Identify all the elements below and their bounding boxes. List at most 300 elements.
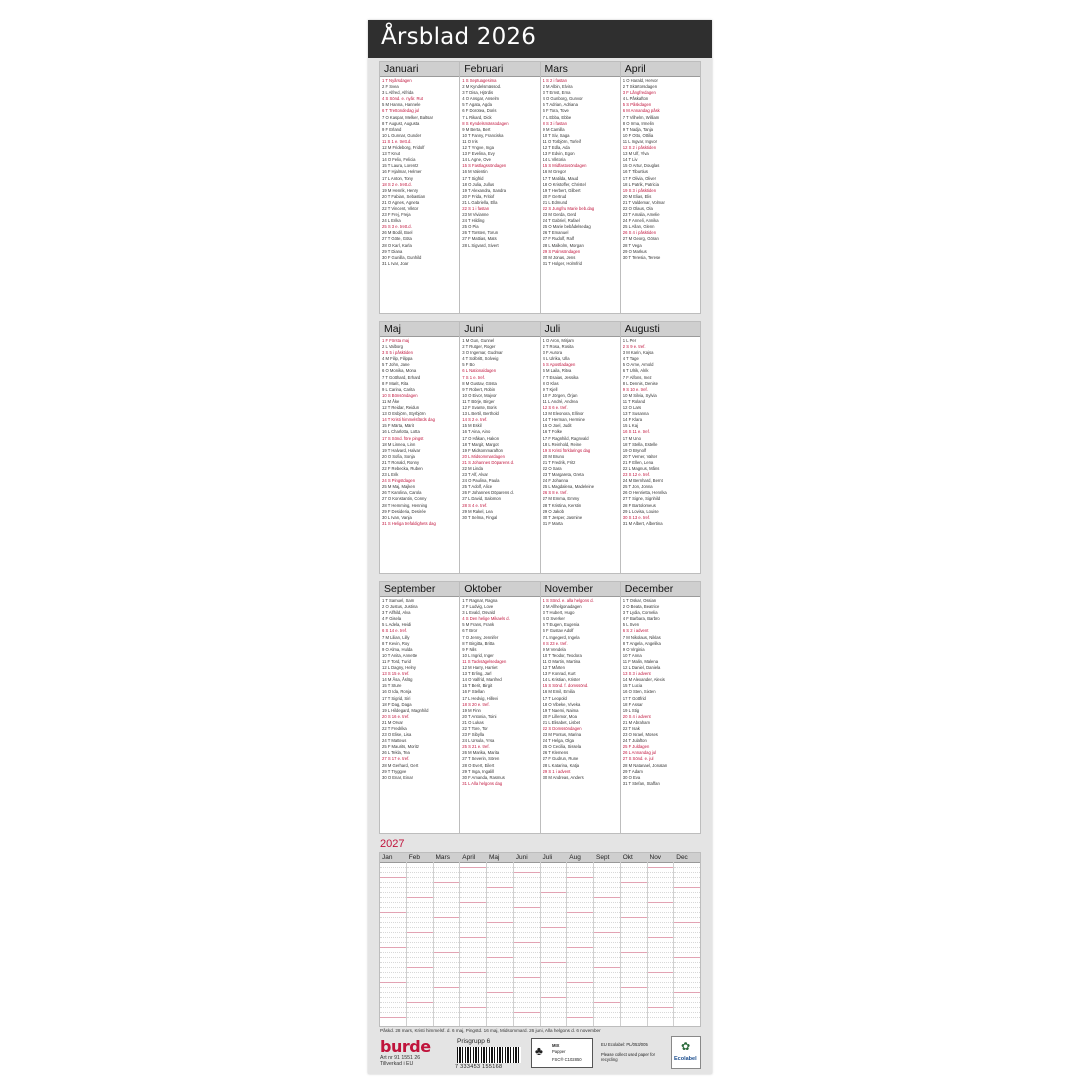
day-row: 29 T Diana [382,248,403,254]
day-row: 30 T Jesper, Jasmine [542,514,583,520]
day-row: 9 M Berta, Bert [462,126,491,132]
day-row: 21 M Abraham [622,719,650,725]
day-row: 15 T Sture [382,683,402,689]
day-row: 10 O Eivor, Majvor [462,392,497,398]
day-row: 6 F Dorotea, Doris [462,108,497,114]
day-row: 14 L Viktoria [542,157,566,163]
day-row: 18 O Julia, Jullus [462,181,495,187]
day-row: 28 T Vega [622,242,642,248]
day-row: 10 F Otto, Ottilia [622,132,654,138]
month-column [380,582,460,833]
day-row: 18 T Margit, Margot [462,441,499,447]
day-row: 11 F Tord, Turid [382,658,411,664]
day-row: 13 F Edvin, Egon [542,151,575,157]
day-row: 19 F Midsommarafton [462,447,503,453]
day-row: 9 M Camilla [542,126,565,132]
day-row: 13 S 15 e. tref. [382,671,410,677]
day-row: 16 S 11 e. tref. [622,429,650,435]
day-row: 14 O Valfrid, Manfred [462,677,502,683]
day-row: 7 T Esaias, Jessika [542,374,579,380]
day-row: 17 T Gottfrid [622,695,646,701]
day-row: 26 T Klemens [542,750,569,756]
mini-month-column [380,853,407,1026]
tree-icon: ♣ [535,1044,543,1058]
day-row: 15 T Berit, Birgit [462,683,493,689]
fsc-badge [531,1038,593,1068]
holidays-note: Påskd. 28 mars, Kristi himmelsf. d. 6 maj, Pingstd. 16 maj, Midsommard. 26 juni, Alla helgons d. 6 november [380,1028,601,1033]
day-row: 22 O Sara [542,465,562,471]
mini-month-column [434,853,461,1026]
day-row: 4 O Gunborg, Gunvor [542,96,583,102]
day-row: 23 L Erik [382,472,399,478]
day-row: 20 M Elias, Elis [622,193,652,199]
mini-day-line [567,1013,593,1018]
day-row: 12 S 2 i påsktiden [622,145,657,151]
month-column [621,62,700,313]
mini-month-name: Nov [648,853,674,863]
mini-day-line [541,1013,567,1018]
day-row: 15 O Joel, Judit [542,423,572,429]
day-row: 26 O Henrietta, Henrika [622,490,667,496]
month-column [380,322,460,573]
day-row: 8 T Kevin, Roy [382,640,410,646]
mini-day-line [514,1013,540,1018]
day-row: 3 L Alfred, Alfrida [382,90,414,96]
day-row: 17 T Sigrid, Siri [382,695,411,701]
day-row: 30 M Jonas, Jens [542,254,576,260]
day-row: 18 M Linnea, Linn [382,441,416,447]
day-row: 11 L Ingvar, Ingvor [622,138,657,144]
day-row: 27 T Signe, Signhild [622,496,661,502]
day-row: 3 O Ingemar, Gudmar [462,350,503,356]
day-row: 6 S 14 e. tref. [382,628,408,634]
day-row: 6 S 2 i advent [622,628,649,634]
day-row: 5 M Frans, Frank [462,622,495,628]
day-row: 2 O Justus, Justina [382,604,418,610]
month-name: Augusti [621,322,700,337]
day-row: 15 T Laura, Lorentz [382,163,419,169]
day-row: 5 O Arne, Arnold [622,362,654,368]
day-row: 21 S Johannes Döparens d. [462,459,515,465]
day-row: 11 O Torbjörn, Torleif [542,138,581,144]
day-row: 3 T Disa, Hjördis [462,90,494,96]
day-row: 3 T Lydia, Cornelia [622,610,658,616]
day-row: 11 T Roland [622,398,646,404]
day-row: 4 T Tage [622,356,639,362]
day-row: 11 O Martin, Martina [542,658,581,664]
day-row: 30 O Eva [622,774,641,780]
day-row: 16 M Valentin [462,169,488,175]
day-row: 22 M Linda [462,465,483,471]
day-row: 9 F Erland [382,126,402,132]
day-row: 12 T Mårten [542,665,565,671]
day-row: 8 T Angela, Angelika [622,640,661,646]
day-list [380,77,459,267]
day-row: 10 F Jörgen, Örjan [542,392,578,398]
day-row: 10 L Gunnar, Gunder [382,132,422,138]
day-row: 18 L Patrik, Patricia [622,181,659,187]
day-row: 5 S Påskdagen [622,102,652,108]
day-row: 6 L Nationaldagen [462,368,497,374]
day-row: 7 O Jenny, Jennifer [462,634,499,640]
day-row: 17 F Olivia, Oliver [622,175,657,181]
day-row: 26 L Tekla, Tea [382,750,410,756]
day-row: 10 T Anna [622,652,642,658]
day-row: 28 T Kristina, Kerstin [542,502,582,508]
day-row: 1 S 2 i fastan [542,78,567,83]
day-row: 13 T Knut [382,151,401,157]
month-name: Juni [460,322,539,337]
day-row: 1 S Sönd. e. alla helgons d. [542,598,594,603]
day-row: 21 F Ellen, Lena [622,459,654,465]
day-row: 2 T Rosa, Rosita [542,344,574,350]
day-row: 21 L Gabriella, Ella [462,199,498,205]
day-row: 25 O Marie bebådelsedag [542,224,591,230]
day-row: 4 T Solbritt, Solveig [462,356,499,362]
quarter-3 [379,581,701,834]
day-row: 9 L Carina, Carita [382,386,415,392]
day-row: 4 F Gisela [382,616,402,622]
day-row: 17 F Ragnhild, Ragnvald [542,435,589,441]
day-row: 19 T Naemi, Naima [542,707,579,713]
day-row: 20 M Bruno [542,453,565,459]
day-row: 17 T Matilda, Maud [542,175,579,181]
day-row: 14 T Liv [622,157,638,163]
day-row: 30 F Gunilla, Gunhild [382,254,422,260]
day-row: 29 S Palmsöndagen [542,248,581,254]
day-row: 12 F Svante, Boris [462,405,497,411]
day-row: 26 M Marika, Marita [462,750,500,756]
day-row: 8 M Gustav, Gösta [462,380,497,386]
day-row: 19 L Hildegard, Magnhild [382,707,429,713]
day-row: 4 O Sverker [542,616,565,622]
day-row: 25 O Cecilia, Sissela [542,744,582,750]
day-row: 9 T Kjell [542,386,558,392]
made-in: Tillverkad i EU [380,1061,414,1067]
day-row: 17 O Håkan, Hakon [462,435,500,441]
mini-month-name: Dec [674,853,700,863]
day-row: 16 F Hjalmar, Helmer [382,169,422,175]
day-row: 22 T Vincent, Viktor [382,205,419,211]
day-row: 31 L Ivar, Joar [382,260,409,266]
day-row: 24 S Pingstdagen [382,478,416,484]
day-row: 13 T Erling, Jarl [462,671,492,677]
day-row: 17 L Anton, Tony [382,175,413,181]
ecolabel-badge [671,1036,701,1069]
month-name: Juli [541,322,620,337]
day-list [621,77,700,261]
day-row: 10 T Anita, Annette [382,652,418,658]
day-row: 23 M Vivianne [462,212,489,218]
quarter-2 [379,321,701,574]
day-row: 16 M Emil, Emilia [542,689,575,695]
day-row: 11 M Åke [382,398,400,404]
day-row: 25 M Maj, Majken [382,484,416,490]
day-row: 29 T Adam [622,768,643,774]
day-row: 25 L Allan, Glenn [622,224,655,230]
day-row: 20 F Frida, Fritiof [462,193,495,199]
day-row: 19 T Herbert, Gilbert [542,187,581,193]
day-row: 5 T John, Jane [382,362,410,368]
ecolabel-text: Ecolabel [674,1056,697,1062]
month-column [621,582,700,833]
day-row: 17 L Hedvig, Hillevi [462,695,498,701]
day-row: 13 F Konrad, Kurt [542,671,576,677]
mini-day-line [648,1013,674,1018]
day-row: 21 M Orvar [382,719,403,725]
day-row: 31 T Holger, Holmfrid [542,260,582,266]
day-row: 24 F Johanna [542,478,569,484]
day-row: 23 M Pontus, Marina [542,732,582,738]
day-row: 26 T Emanuel [542,230,569,236]
day-row: 5 L Adela, Heidi [382,622,412,628]
mini-day-line [621,1013,647,1018]
day-row: 3 T Hubert, Hugo [542,610,575,616]
day-row: 1 S Septuagesima [462,78,497,83]
day-row: 4 L Påskafton [622,96,649,102]
day-row: 4 F Barbara, Barbro [622,616,660,622]
day-row: 13 S 3 i advent [622,671,651,677]
day-row: 19 O Brynolf [622,447,647,453]
day-row: 28 F Bartolomeus [622,502,656,508]
day-row: 11 F Malin, Malena [622,658,659,664]
day-row: 17 T Leopold [542,695,567,701]
footer [379,1035,701,1071]
day-row: 11 L André, Andrea [542,398,578,404]
mini-day-line [674,1013,700,1018]
day-row: 31 L Alla helgons dag [462,780,503,786]
day-row: 7 F Alfons, Inez [622,374,652,380]
day-row: 10 M Silvia, Sylvia [622,392,657,398]
day-row: 1 L Per [622,338,637,343]
mini-day-line [434,1013,460,1018]
mini-month-name: Aug [567,853,593,863]
day-row: 26 T Karolina, Carola [382,490,422,496]
day-row: 16 M Gregor [542,169,567,175]
day-row: 2 O Beata, Beatrice [622,604,660,610]
day-row: 12 L Daniel, Daniela [622,665,661,671]
day-row: 1 T Nyårsdagen [382,78,412,83]
mini-day-line [460,1013,486,1018]
day-row: 19 T Halvard, Halvar [382,447,421,453]
day-row: 18 L Reinhold, Reine [542,441,582,447]
day-row: 7 T Gotthard, Erhard [382,374,421,380]
month-column [460,322,540,573]
day-row: 8 O Irma, Irmelin [622,120,654,126]
day-row: 14 S 2 e. tref. [462,417,488,423]
day-row: 9 T Robert, Robin [462,386,496,392]
day-row: 6 T Trettondedag jul [382,108,420,114]
day-row: 21 O Lukas [462,719,484,725]
month-column [621,322,700,573]
month-column [541,62,621,313]
month-column [541,322,621,573]
day-row: 13 M Eleonora, Ellinor [542,411,584,417]
day-row: 13 F Evelina, Evy [462,151,495,157]
day-row: 26 M Bodil, Boel [382,230,413,236]
day-row: 28 L Sigvard, Sivert [462,242,499,248]
day-list [460,597,539,787]
day-row: 9 M Vendela [542,646,566,652]
fsc-paper: Papper [552,1049,566,1054]
day-row: 18 S 2 e. trett.d. [382,181,412,187]
day-row: 20 T Verner, Valter [622,453,658,459]
month-name: Januari [380,62,459,77]
eco-code: EU Ecolabel: PL/053/005 [601,1042,648,1047]
day-row: 16 T Tiburtius [622,169,648,175]
mini-month-name: Mars [434,853,460,863]
day-row: 16 L Charlotta, Lotta [382,429,420,435]
day-row: 7 M Nikolaus, Niklas [622,634,661,640]
day-list [621,337,700,527]
day-row: 24 T Gabriel, Rafael [542,218,580,224]
mini-month-column [674,853,700,1026]
day-row: 1 T Oskar, Ossian [622,598,657,603]
day-row: 30 T Selma, Fingal [462,514,498,520]
day-row: 29 O Markus [622,248,647,254]
day-row: 27 O Konstantin, Conny [382,496,427,502]
day-row: 5 M Hanna, Hannele [382,102,421,108]
day-row: 23 O Israel, Moses [622,732,658,738]
day-row: 6 T Bror [462,628,478,634]
day-row: 31 T Stefan, Staffan [622,780,660,786]
day-row: 25 T Adolf, Alice [462,484,493,490]
day-row: 11 S Tacksägelsedagen [462,658,507,664]
day-row: 13 M Ulf, Ylva [622,151,649,157]
day-row: 2 M Allhelgonadagen [542,604,582,610]
day-row: 18 O Vibeke, Viveka [542,701,581,707]
day-row: 19 S Kristi förklarings dag [542,447,591,453]
mini-month-name: Feb [407,853,433,863]
day-row: 31 S Heliga trefaldighets dag [382,520,436,526]
day-row: 12 M Harry, Harriet [462,665,498,671]
day-row: 11 O Iris [462,138,478,144]
day-row: 2 M Kyndelsmässod. [462,84,502,90]
day-row: 9 O Alma, Hulda [382,646,413,652]
day-row: 14 F Klara [622,417,643,423]
day-row: 21 L Elisabet, Lisbet [542,719,581,725]
day-row: 14 L Agne, Ove [462,157,491,163]
day-row: 17 S Sönd. före pingst [382,435,424,441]
day-row: 30 F Amanda, Rasmus [462,774,505,780]
day-row: 20 F Lillemor, Moa [542,713,577,719]
day-row: 22 S Jungfru Marie beb.dag [542,205,595,211]
day-row: 27 S 17 e. tref. [382,756,410,762]
day-row: 28 T Hemming, Henning [382,502,428,508]
day-row: 2 S 9 e. tref. [622,344,646,350]
day-row: 2 F Ludvig, Love [462,604,494,610]
day-row: 14 M Alexander, Alexis [622,677,665,683]
mini-month-name: Okt [621,853,647,863]
day-row: 14 O Felix, Felicia [382,157,416,163]
mini-month-column [460,853,487,1026]
day-list [621,597,700,787]
day-row: 1 O Harald, Hervor [622,78,658,83]
day-row: 14 T Kristi himmelsfärds dag [382,417,435,423]
mini-month-name: Juni [514,853,540,863]
day-row: 24 T Julafton [622,738,647,744]
day-row: 23 T Amalia, Amelie [622,212,660,218]
day-row: 25 L Magdalena, Madeleine [542,484,595,490]
day-row: 8 S Kyndelsmässodagen [462,120,509,126]
day-row: 19 S 3 i påsktiden [622,187,657,193]
day-row: 16 T Folke [542,429,563,435]
mini-month-column [621,853,648,1026]
day-row: 10 T Siv, Saga [542,132,570,138]
day-row: 6 T Ulrik, Alrik [622,368,649,374]
day-row: 29 O Jakob [542,508,564,514]
day-row: 28 O Evert, Eilert [462,762,495,768]
day-row: 2 T Skärtorsdagen [622,84,658,90]
day-row: 16 T Aina, Aino [462,429,491,435]
day-list [380,597,459,781]
day-row: 5 T Agata, Agda [462,102,492,108]
day-row: 5 F Bo [462,362,475,368]
day-row: 21 L Edmund [542,199,568,205]
day-row: 22 F Rebecka, Ruben [382,465,423,471]
day-row: 26 S 8 e. tref. [542,490,568,496]
day-row: 27 S Sönd. e. jul [622,756,654,762]
mini-month-name: Juli [541,853,567,863]
day-row: 1 T Samuel, Sam [382,598,415,603]
day-row: 29 T Inga, Ingalill [462,768,494,774]
day-row: 3 S 5 i påsktiden [382,350,413,356]
day-row: 24 T Helga, Olga [542,738,575,744]
day-list [541,77,620,267]
day-row: 18 O Kristoffer, Christel [542,181,586,187]
day-row: 15 S Midfastosöndagen [542,163,587,169]
day-row: 15 O Artur, Douglas [622,163,660,169]
day-row: 26 T Torsten, Torun [462,230,499,236]
day-row: 22 S 1 i fastan [462,205,490,211]
day-row: 15 T Lucia [622,683,643,689]
mini-month-column [514,853,541,1026]
mini-month-column [541,853,568,1026]
month-name: Mars [541,62,620,77]
day-row: 19 T Alexandra, Sandra [462,187,507,193]
day-row: 9 T Nadja, Tanja [622,126,654,132]
day-row: 6 F Gustav Adolf [542,628,574,634]
day-row: 8 F Marit, Rita [382,380,409,386]
day-row: 7 L Ingegerd, Ingela [542,634,580,640]
day-row: 3 F Aurora [542,350,563,356]
day-row: 25 S 3 e. trett.d. [382,224,412,230]
day-row: 14 T Herman, Hermine [542,417,585,423]
day-row: 15 S Sönd. f. domssönd. [542,683,589,689]
day-row: 13 T Susanna [622,411,649,417]
day-row: 23 O Elise, Lisa [382,732,412,738]
month-column [541,582,621,833]
day-row: 7 M Lilian, Lilly [382,634,410,640]
day-row: 23 M Gerda, Gerd [542,212,577,218]
day-row: 7 S 1 e. tref. [462,374,486,380]
day-row: 24 T Matteus [382,738,407,744]
brand-logo: burde [380,1037,431,1056]
day-row: 24 F Anneli, Annika [622,218,659,224]
mini-month-name: Jan [380,853,406,863]
day-row: 29 F Desideria, Desirée [382,508,426,514]
day-row: 5 S Apostladagen [542,362,576,368]
day-row: 19 M Finn [462,707,481,713]
day-row: 10 S Bönsöndagen [382,392,418,398]
day-row: 4 L Ulrika, Ulla [542,356,570,362]
day-row: 30 S 13 e. tref. [622,514,651,520]
day-list [460,337,539,521]
day-row: 20 T Fabian, Sebastian [382,193,426,199]
barcode [457,1047,521,1063]
day-row: 21 O Agnes, Agneta [382,199,420,205]
mini-month-name: April [460,853,486,863]
